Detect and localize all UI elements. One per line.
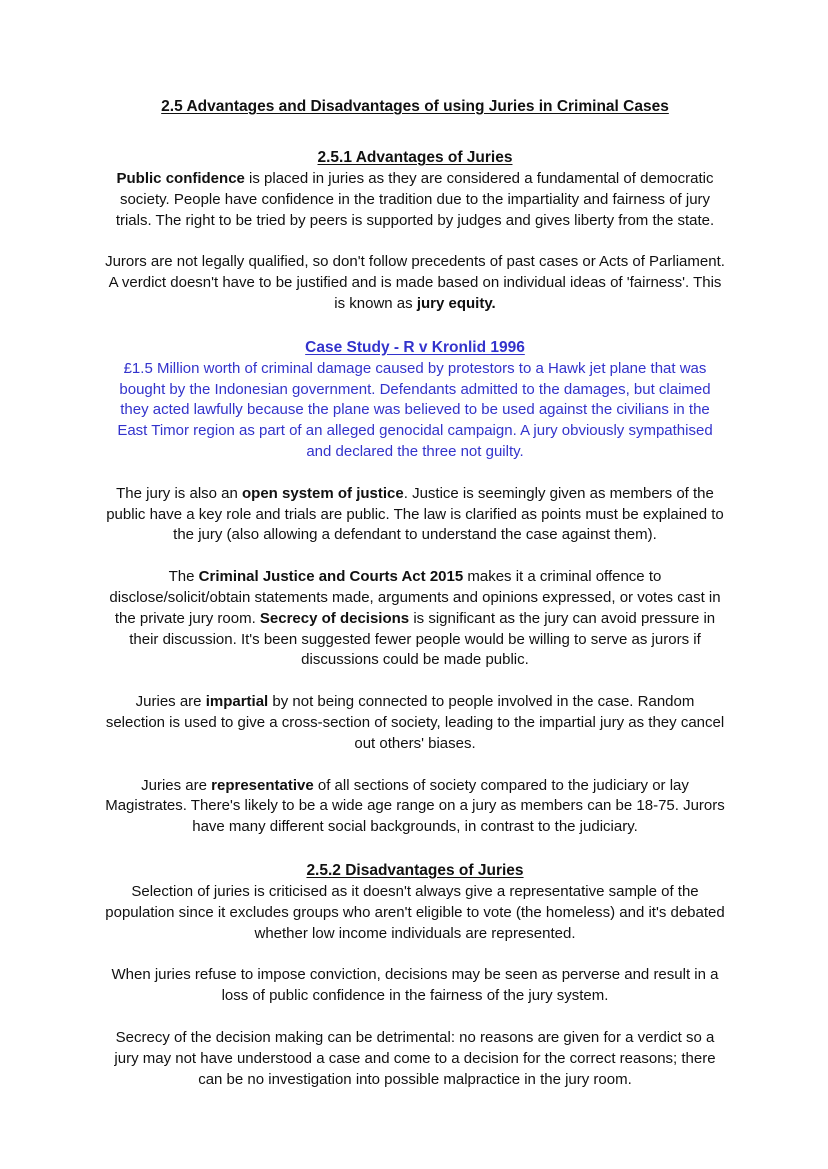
paragraph-open-justice-lead: The jury is also an bbox=[116, 484, 243, 502]
case-study-body: £1.5 Million worth of criminal damage caused by protestors to a Hawk jet plane that was bought by the Indonesian government. Defendants admitted to the damages, but claimed they acted lawfully because the plane was believed to be used against the civilians in the East Timor region as part of an alleged genocidal campaign. A jury obviously sympathised and declared the three not guilty. bbox=[117, 359, 713, 460]
paragraph-jury-equity bbox=[105, 252, 725, 314]
disadvantages-block bbox=[105, 860, 725, 1090]
case-study-block bbox=[105, 337, 725, 463]
term-representative: representative bbox=[211, 776, 314, 794]
case-study-heading: Case Study - R v Kronlid 1996 bbox=[305, 338, 525, 356]
paragraph-impartial-lead: Juries are bbox=[135, 693, 206, 711]
paragraph-secrecy-detriment: Secrecy of the decision making can be detrimental: no reasons are given for a verdict so a jury may not have understood a case and come to a decision for the correct reasons; there can be no investigation into possible malpractice in the jury room. bbox=[114, 1028, 716, 1088]
section-heading-advantages: 2.5.1 Advantages of Juries bbox=[317, 149, 513, 166]
paragraph-secrecy-of-decisions bbox=[105, 567, 725, 671]
term-jury-equity: jury equity. bbox=[416, 294, 496, 312]
term-public-confidence: Public confidence bbox=[116, 170, 245, 187]
term-criminal-justice-and-courts-act-2015: Criminal Justice and Courts Act 2015 bbox=[198, 568, 464, 586]
paragraph-open-justice bbox=[105, 484, 725, 546]
paragraph-impartial bbox=[105, 692, 725, 754]
term-impartial: impartial bbox=[205, 693, 269, 711]
paragraph-public-confidence-text: is placed in juries as they are considered a fundamental of democratic society. People have confidence in the tradition due to the impartiality and fairness of jury trials. The right to be tried by peers is supported by judges and gives liberty from the state. bbox=[115, 170, 715, 229]
paragraph-impartial-text: by not being connected to people involved in the case. Random selection is used to give a cross-section of society, leading to the impartial jury as they cancel out others' biases. bbox=[105, 693, 725, 752]
paragraph-jury-equity-lead: Jurors are not legally qualified, so don't follow precedents of past cases or Acts of Parliament. A verdict doesn't have to be justified and is made based on individual ideas of 'fairness'. This is known as bbox=[105, 253, 725, 312]
paragraph-open-justice-text: . Justice is seemingly given as members of the public have a key role and trials are public. The law is clarified as points must be explained to the jury (also allowing a defendant to understand the case against them). bbox=[106, 484, 724, 544]
paragraph-representative bbox=[105, 776, 725, 838]
term-open-system-of-justice: open system of justice bbox=[242, 484, 404, 502]
paragraph-secrecy-lead: The bbox=[168, 568, 199, 586]
term-secrecy-of-decisions: Secrecy of decisions bbox=[259, 609, 410, 627]
paragraph-representative-lead: Juries are bbox=[141, 776, 212, 794]
paragraph-perverse-verdicts: When juries refuse to impose conviction, decisions may be seen as perverse and result in a loss of public confidence in the fairness of the jury system. bbox=[111, 966, 719, 1005]
paragraph-secrecy-middle: makes it a criminal offence to disclose/solicit/obtain statements made, arguments and opinions expressed, or votes cast in the private jury room. bbox=[109, 568, 721, 627]
paragraph-public-confidence bbox=[105, 169, 725, 231]
paragraph-selection-criticism: Selection of juries is criticised as it doesn't always give a representative sample of the population since it excludes groups who aren't eligible to vote (the homeless) and it's debated whether low income individuals are represented. bbox=[105, 882, 725, 942]
section-heading-disadvantages: 2.5.2 Disadvantages of Juries bbox=[306, 861, 524, 879]
page-title: 2.5 Advantages and Disadvantages of using Juries in Criminal Cases bbox=[161, 98, 669, 115]
paragraph-secrecy-text: is significant as the jury can avoid pressure in their discussion. It's been suggested fewer people would be willing to serve as jurors if discussions could be made public. bbox=[129, 609, 716, 669]
paragraph-representative-text: of all sections of society compared to the judiciary or lay Magistrates. There's likely to be a wide age range on a jury as members can be 18-75. Jurors have many different social backgrounds, in contrast to the judiciary. bbox=[105, 776, 725, 836]
